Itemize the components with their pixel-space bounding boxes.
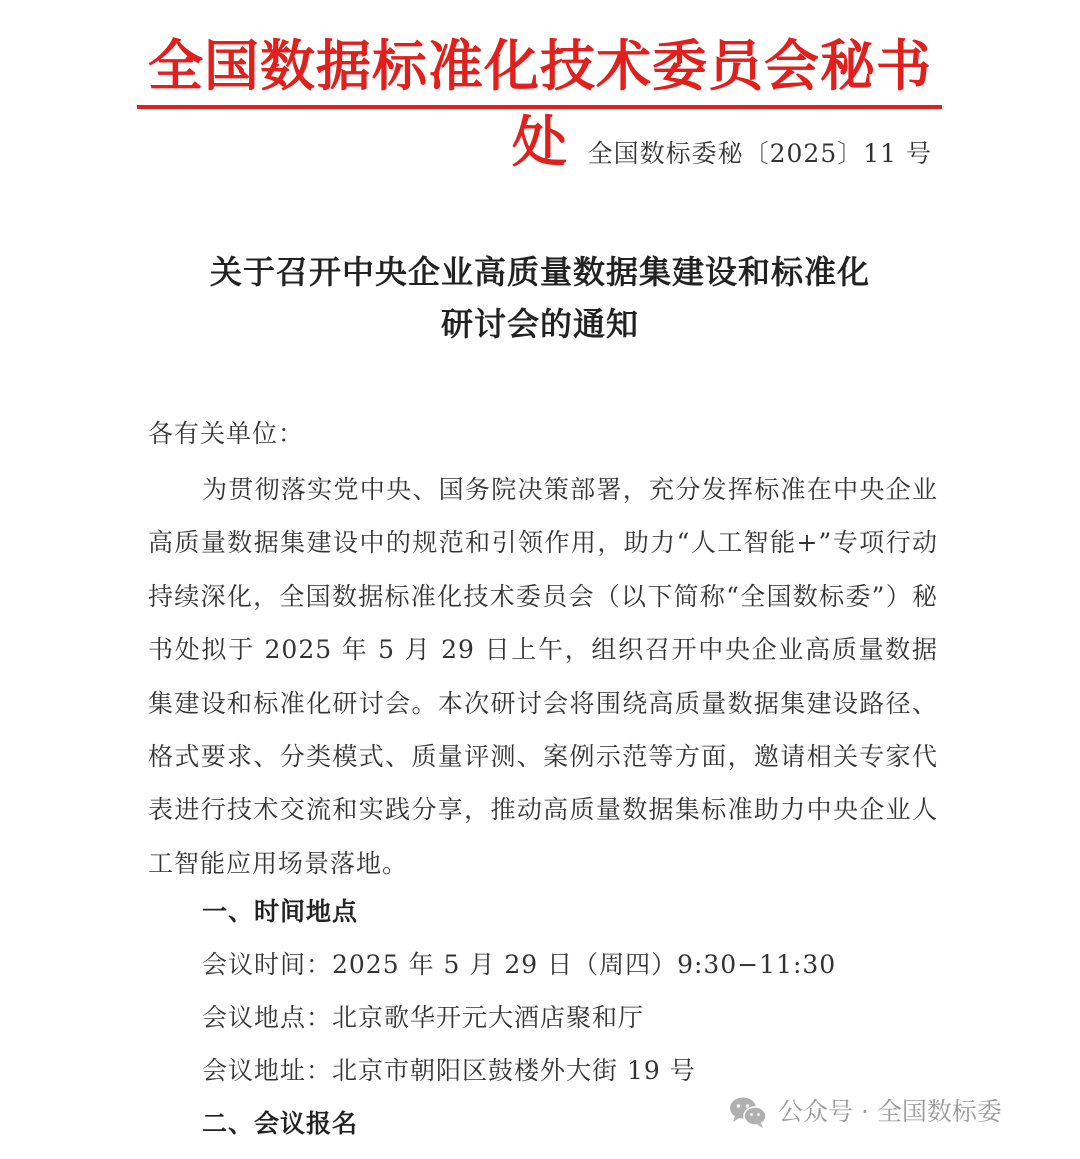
section-heading-time-location: 一、时间地点 [202,897,359,926]
section-heading-registration: 二、会议报名 [202,1109,359,1138]
document-number: 全国数标委秘〔2025〕11 号 [587,139,932,168]
meeting-address: 会议地址：北京市朝阳区鼓楼外大街 19 号 [202,1056,696,1085]
wechat-watermark [728,1094,1002,1130]
salutation: 各有关单位： [148,419,305,448]
letterhead-red-rule [137,105,942,109]
wechat-icon [728,1095,768,1129]
notice-title-line1: 关于召开中央企业高质量数据集建设和标准化 [209,253,870,291]
notice-title-line2: 研讨会的通知 [440,305,639,343]
letterhead-title: 全国数据标准化技术委员会秘书处 [147,34,932,174]
body-paragraph: 为贯彻落实党中央、国务院决策部署，充分发挥标准在中央企业高质量数据集建设中的规范和引领作用，助力“人工智能+”专项行动持续深化，全国数据标准化技术委员会（以下简称“全国数标委”）秘书处拟于 2025 年 5 月 29 日上午，组织召开中央企业高质量数据集建设和标准化研讨会。本次研讨会将围绕高质量数据集建设路径、格式要求、分类模式、质量评测、案例示范等方面，邀请相关专家代表进行技术交流和实践分享，推动高质量数据集标准助力中央企业人工智能应用场景落地。 [148,475,938,878]
notice-title [100,246,980,350]
watermark-text: 公众号 · 全国数标委 [778,1097,1002,1126]
meeting-time: 会议时间：2025 年 5 月 29 日（周四）9:30−11:30 [202,950,837,979]
meeting-venue: 会议地点：北京歌华开元大酒店聚和厅 [202,1003,645,1032]
